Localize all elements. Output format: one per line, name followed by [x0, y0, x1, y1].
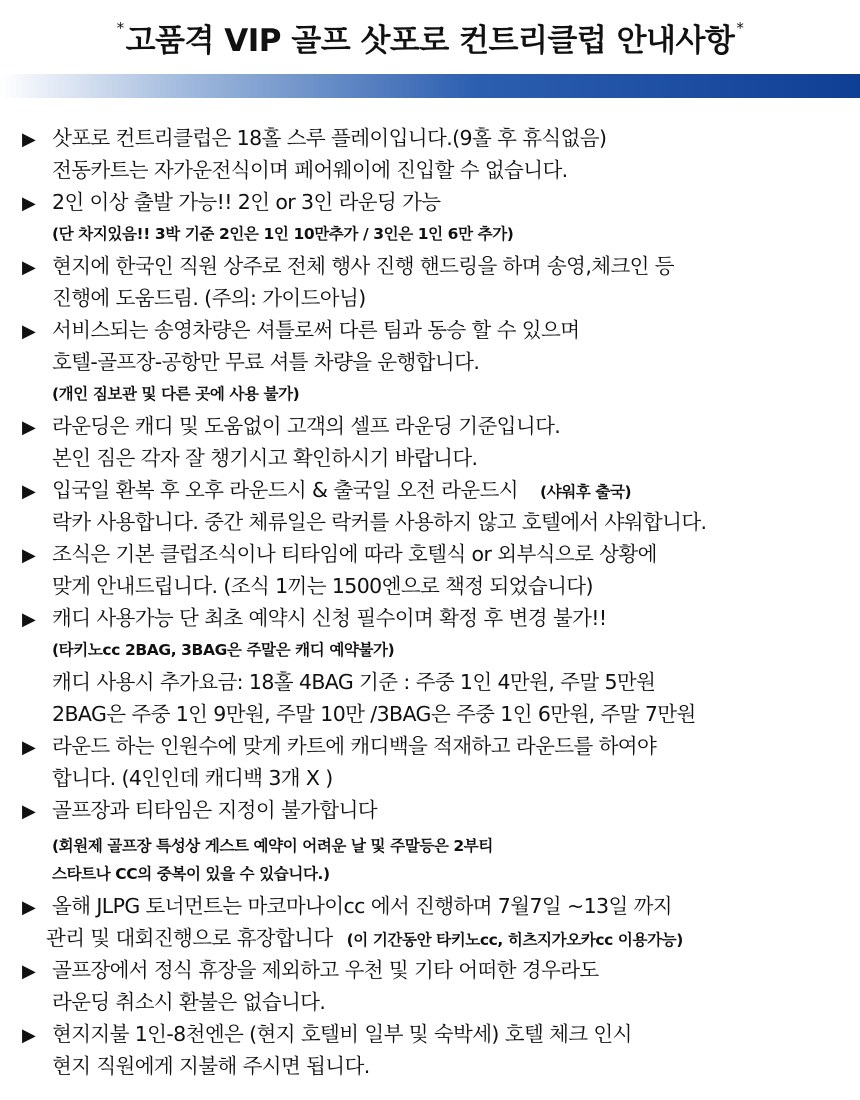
list-item: ▶ 서비스되는 송영차량은 셔틀로써 다른 팀과 동승 할 수 있으며 — [0, 314, 579, 346]
bullet-icon: ▶ — [22, 257, 36, 278]
list-item-continuation: 캐디 사용시 추가요금: 18홀 4BAG 기준 : 주중 1인 4만원, 주말 5만원 — [52, 670, 656, 694]
bullet-icon: ▶ — [22, 321, 36, 342]
list-item-continuation: 2BAG은 주중 1인 9만원, 주말 10만 /3BAG은 주중 1인 6만원, 주말 7만원 — [52, 702, 696, 726]
bullet-icon: ▶ — [22, 193, 36, 214]
list-item-continuation: 본인 짐은 각자 잘 챙기시고 확인하시기 바랍니다. — [52, 446, 478, 470]
title-star-right: * — [736, 19, 744, 37]
list-item-note: (회원제 골프장 특성상 게스트 예약이 어려운 날 및 주말등은 2부티 — [52, 837, 493, 855]
title-text: 고품격 VIP 골프 삿포로 컨트리클럽 안내사항 — [125, 22, 735, 59]
list-item: ▶ 조식은 기본 클럽조식이나 티타임에 따라 호텔식 or 외부식으로 상황에 — [0, 538, 657, 570]
bullet-icon: ▶ — [22, 609, 36, 630]
inline-note: (샤워후 출국) — [539, 483, 632, 501]
list-item-continuation: 합니다. (4인인데 캐디백 3개 X ) — [52, 766, 333, 790]
header-gradient-bar — [0, 74, 860, 98]
list-item: ▶ 2인 이상 출발 가능!! 2인 or 3인 라운딩 가능 — [0, 186, 441, 218]
list-item-continuation: 관리 및 대회진행으로 휴장합니다 (이 기간동안 타키노cc, 히츠지가오카cc 이용가능) — [46, 926, 683, 950]
bullet-icon: ▶ — [22, 1025, 36, 1046]
list-item: ▶ 현지에 한국인 직원 상주로 전체 행사 진행 핸드링을 하며 송영,체크인 등 — [0, 250, 674, 282]
list-item-continuation: 락카 사용합니다. 중간 체류일은 락커를 사용하지 않고 호텔에서 샤워합니다. — [52, 510, 707, 534]
bullet-icon: ▶ — [22, 129, 36, 150]
list-item: ▶ 캐디 사용가능 단 최초 예약시 신청 필수이며 확정 후 변경 불가!! — [0, 602, 606, 634]
list-item: ▶ 라운드 하는 인원수에 맞게 카트에 캐디백을 적재하고 라운드를 하여야 — [0, 730, 656, 762]
bullet-icon: ▶ — [22, 801, 36, 822]
bullet-icon: ▶ — [22, 417, 36, 438]
list-item-continuation: 현지 직원에게 지불해 주시면 됩니다. — [52, 1054, 370, 1078]
list-item-continuation: 호텔-골프장-공항만 무료 셔틀 차량을 운행합니다. — [52, 350, 480, 374]
bullet-icon: ▶ — [22, 545, 36, 566]
list-item-note: 스타트나 CC의 중복이 있을 수 있습니다.) — [52, 865, 330, 883]
list-item: ▶ 라운딩은 캐디 및 도움없이 고객의 셀프 라운딩 기준입니다. — [0, 410, 560, 442]
inline-note: (이 기간동안 타키노cc, 히츠지가오카cc 이용가능) — [346, 931, 683, 949]
list-item: ▶ 현지지불 1인-8천엔은 (현지 호텔비 일부 및 숙박세) 호텔 체크 인시 — [0, 1018, 632, 1050]
bullet-icon: ▶ — [22, 961, 36, 982]
list-item-continuation: 맞게 안내드립니다. (조식 1끼는 1500엔으로 책정 되었습니다) — [52, 574, 593, 598]
list-item: ▶ 삿포로 컨트리클럽은 18홀 스루 플레이입니다.(9홀 후 휴식없음) — [0, 122, 606, 154]
list-item: ▶ 골프장과 티타임은 지정이 불가합니다 — [0, 794, 377, 826]
bullet-icon: ▶ — [22, 481, 36, 502]
list-item-note: (단 차지있음!! 3박 기준 2인은 1인 10만추가 / 3인은 1인 6만 추가) — [52, 225, 514, 243]
list-item-continuation: 진행에 도움드림. (주의: 가이드아님) — [52, 286, 366, 310]
list-item: ▶ 골프장에서 정식 휴장을 제외하고 우천 및 기타 어떠한 경우라도 — [0, 954, 599, 986]
list-item: ▶ 올해 JLPG 토너먼트는 마코마나이cc 에서 진행하며 7월7일 ~13일 까지 — [0, 890, 672, 922]
list-item: ▶ 입국일 환복 후 오후 라운드시 & 출국일 오전 라운드시 (샤워후 출국) — [0, 474, 631, 506]
bullet-icon: ▶ — [22, 737, 36, 758]
list-item-note: (타키노cc 2BAG, 3BAG은 주말은 캐디 예약불가) — [52, 641, 395, 659]
page-title — [0, 0, 860, 74]
list-item-note: (개인 짐보관 및 다른 곳에 사용 불가) — [52, 385, 300, 403]
list-item-continuation: 전동카트는 자가운전식이며 페어웨이에 진입할 수 없습니다. — [52, 158, 568, 182]
list-item-continuation: 라운딩 취소시 환불은 없습니다. — [52, 990, 326, 1014]
bullet-icon: ▶ — [22, 897, 36, 918]
title-star-left: * — [116, 19, 124, 37]
